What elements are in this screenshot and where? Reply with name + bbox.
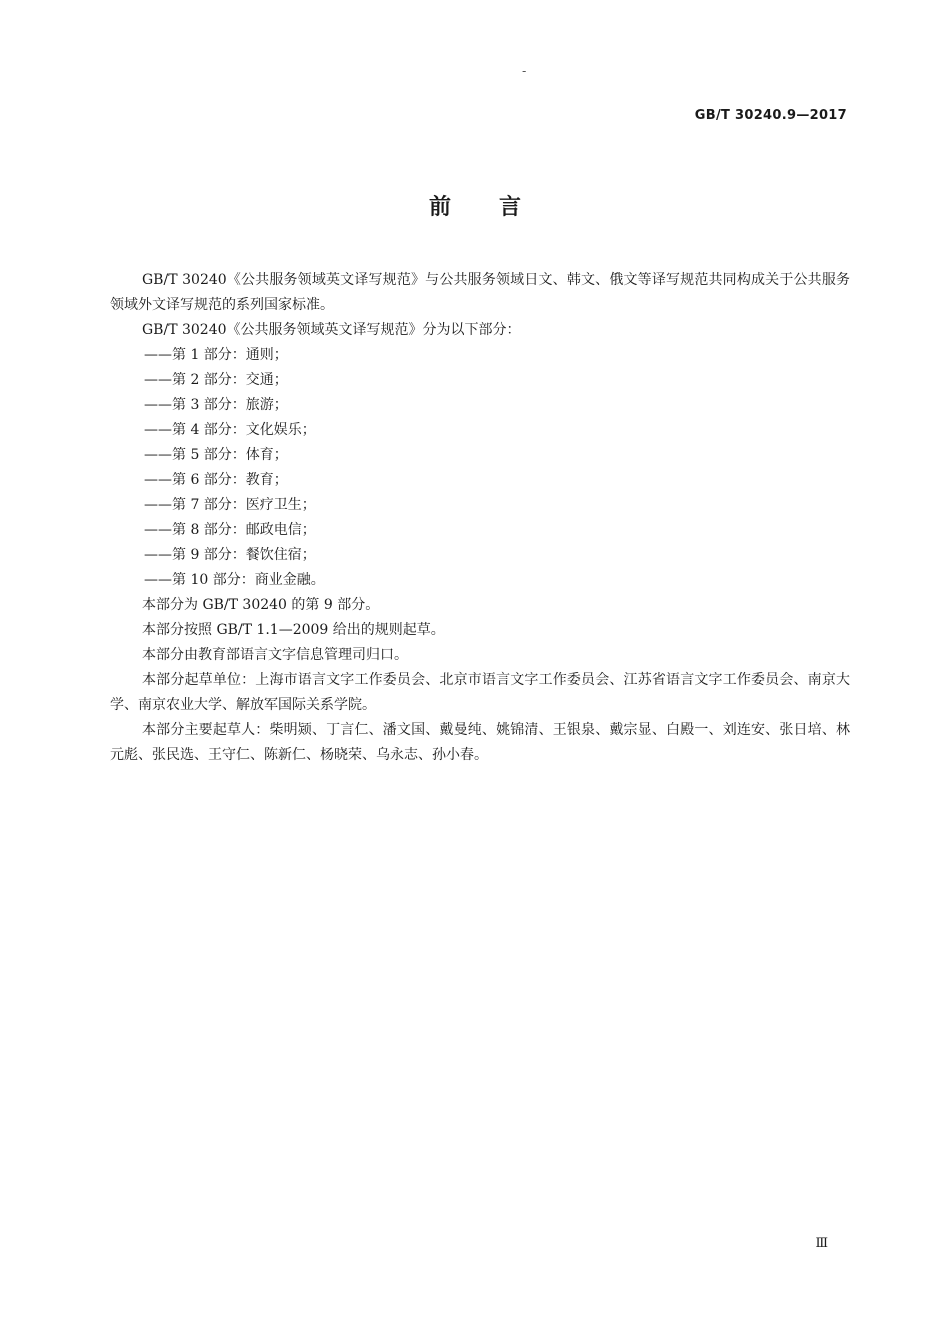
list-item: ——第 10 部分：商业金融。 [144,572,325,588]
top-mark: - [522,64,527,78]
foreword-body [110,268,850,768]
list-item: ——第 2 部分：交通； [144,372,288,388]
list-item: ——第 5 部分：体育； [144,447,288,463]
drafting-units-paragraph: 本部分起草单位：上海市语言文字工作委员会、北京市语言文字工作委员会、江苏省语言文字工作委员会、南京大学、南京农业大学、解放军国际关系学院。 [110,672,850,713]
drafting-rule-paragraph: 本部分按照 GB/T 1.1—2009 给出的规则起草。 [142,622,445,638]
page-number: Ⅲ [815,1236,828,1251]
parts-intro-paragraph: GB/T 30240《公共服务领域英文译写规范》分为以下部分： [142,322,521,338]
authority-paragraph: 本部分由教育部语言文字信息管理司归口。 [142,647,408,663]
list-item: ——第 4 部分：文化娱乐； [144,422,316,438]
standard-number: GB/T 30240.9—2017 [694,108,847,123]
list-item: ——第 9 部分：餐饮住宿； [144,547,316,563]
list-item: ——第 8 部分：邮政电信； [144,522,316,538]
list-item: ——第 3 部分：旅游； [144,397,288,413]
drafters-paragraph: 本部分主要起草人：柴明颎、丁言仁、潘文国、戴曼纯、姚锦清、王银泉、戴宗显、白殿一、刘连安、张日培、林元彪、张民选、王守仁、陈新仁、杨晓荣、乌永志、孙小春。 [110,722,850,763]
list-item: ——第 1 部分：通则； [144,347,288,363]
page-title: 前言 [428,195,569,220]
list-item: ——第 6 部分：教育； [144,472,288,488]
list-item: ——第 7 部分：医疗卫生； [144,497,316,513]
this-part-paragraph: 本部分为 GB/T 30240 的第 9 部分。 [142,597,380,613]
intro-paragraph: GB/T 30240《公共服务领域英文译写规范》与公共服务领域日文、韩文、俄文等译写规范共同构成关于公共服务领域外文译写规范的系列国家标准。 [110,272,850,313]
